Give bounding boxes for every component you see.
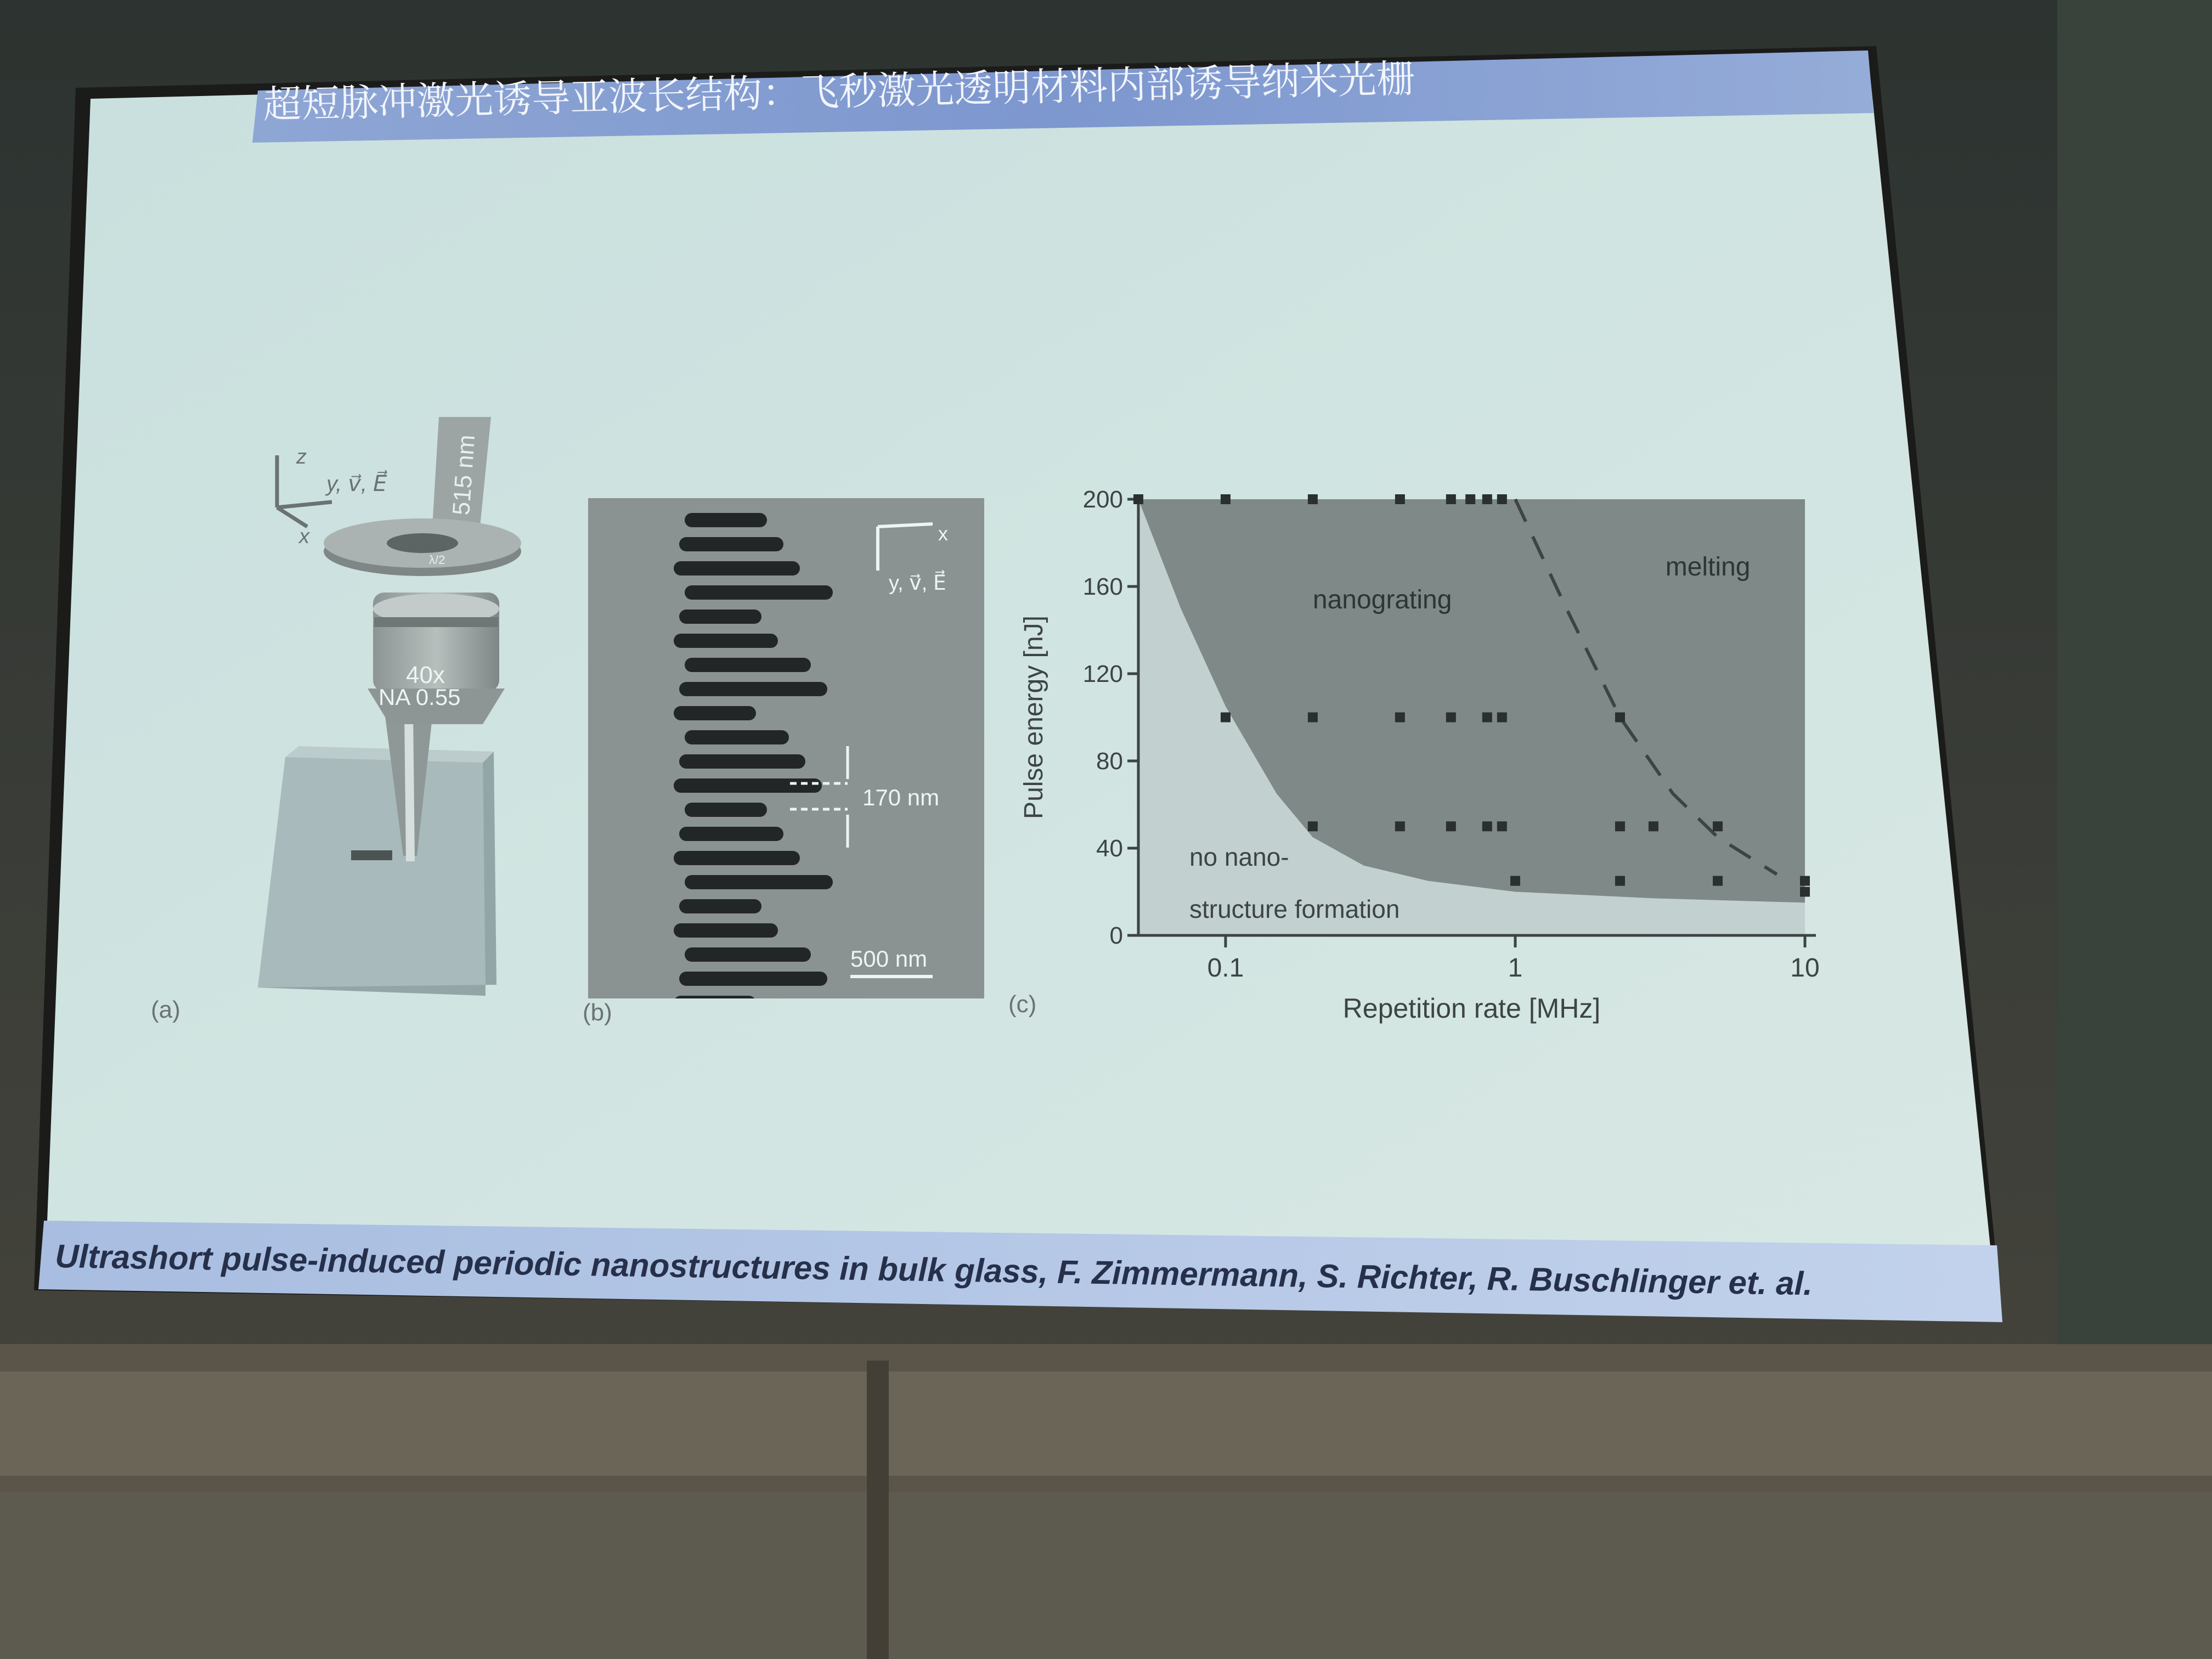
data-point xyxy=(1615,713,1625,723)
y-tick-label: 120 xyxy=(1082,661,1123,687)
nanograting-stripe xyxy=(679,754,805,769)
x-tick-label: 1 xyxy=(1508,953,1523,983)
data-point xyxy=(1395,494,1405,504)
axis-y-label: y, v⃗, E⃗ xyxy=(326,472,387,496)
nanograting-stripe xyxy=(685,585,833,600)
objective-magnification: 40x xyxy=(406,662,445,689)
data-point xyxy=(1615,821,1625,831)
data-point xyxy=(1649,821,1658,831)
slide-title: 超短脉冲激光诱导亚波长结构：飞秒激光透明材料内部诱导纳米光栅 xyxy=(262,56,1415,127)
scale-bar-label: 500 nm xyxy=(850,946,928,972)
data-point xyxy=(1308,713,1318,723)
nanograting-stripe xyxy=(674,778,822,793)
written-nanograting xyxy=(351,850,392,860)
data-point xyxy=(1800,876,1810,886)
nanograting-stripe xyxy=(685,658,811,672)
data-point xyxy=(1497,494,1507,504)
glass-block xyxy=(258,757,486,996)
sem-axis-y-label: y, v⃗, E⃗ xyxy=(889,572,946,595)
y-tick-label: 200 xyxy=(1082,486,1123,513)
data-point xyxy=(1482,713,1492,723)
wall-panel xyxy=(0,1372,2212,1476)
lower-wall xyxy=(0,1492,2212,1659)
axis-z-label: z xyxy=(296,445,307,469)
nanograting-stripe xyxy=(674,634,778,648)
data-point xyxy=(1395,821,1405,831)
data-point xyxy=(1308,821,1318,831)
axis-x-label: x xyxy=(299,525,309,548)
nanograting-stripe xyxy=(674,851,800,865)
region-label-nanograting: nanograting xyxy=(1312,585,1452,614)
panel-c-label: (c) xyxy=(1008,991,1037,1018)
panel-b-label: (b) xyxy=(583,999,612,1026)
y-tick-label: 80 xyxy=(1096,748,1123,775)
nanograting-stripe xyxy=(679,827,783,841)
nanograting-stripe xyxy=(679,610,761,624)
data-point xyxy=(1510,876,1520,886)
region-label-melting: melting xyxy=(1665,552,1751,582)
data-point xyxy=(1133,494,1143,504)
data-point xyxy=(1713,821,1723,831)
nanograting-stripe xyxy=(685,947,811,962)
y-axis-label: Pulse energy [nJ] xyxy=(1019,616,1048,819)
nanograting-stripe xyxy=(679,972,827,986)
waveplate-label: λ/2 xyxy=(429,553,445,567)
panel-b xyxy=(583,498,984,1026)
data-point xyxy=(1800,887,1810,897)
panel-divider xyxy=(867,1361,889,1659)
data-point xyxy=(1395,713,1405,723)
y-tick-label: 0 xyxy=(1109,922,1123,949)
data-point xyxy=(1713,876,1723,886)
y-tick-label: 40 xyxy=(1096,835,1123,862)
nanograting-stripe xyxy=(679,537,783,551)
nanograting-stripe xyxy=(679,899,761,913)
nanograting-stripe xyxy=(685,513,767,527)
period-label: 170 nm xyxy=(862,785,940,810)
data-point xyxy=(1221,494,1231,504)
objective-na: NA 0.55 xyxy=(379,684,461,710)
wavelength-label: 515 nm xyxy=(448,433,481,516)
data-point xyxy=(1446,494,1456,504)
nanograting-stripe xyxy=(674,923,778,938)
data-point xyxy=(1482,494,1492,504)
sem-axis-x-label: x xyxy=(938,522,948,545)
nanograting-stripe xyxy=(674,561,800,575)
nanograting-stripe xyxy=(679,682,827,696)
blackboard-right xyxy=(2057,0,2212,1344)
nanograting-stripe xyxy=(674,706,756,720)
region-label-none-2: structure formation xyxy=(1189,895,1400,924)
data-point xyxy=(1497,821,1507,831)
data-point xyxy=(1465,494,1475,504)
region-label-none-1: no nano- xyxy=(1189,842,1289,871)
nanograting-stripe xyxy=(685,730,789,744)
slide-footer: Ultrashort pulse-induced periodic nanostructures in bulk glass, F. Zimmermann, S. Richter, R. Buschlinger et. al. xyxy=(54,1238,1813,1302)
x-tick-label: 10 xyxy=(1790,953,1820,983)
panel-a-label: (a) xyxy=(151,996,180,1023)
data-point xyxy=(1446,713,1456,723)
data-point xyxy=(1497,713,1507,723)
data-point xyxy=(1446,821,1456,831)
data-point xyxy=(1615,876,1625,886)
focused-beam xyxy=(409,713,410,861)
data-point xyxy=(1308,494,1318,504)
nanograting-stripe xyxy=(685,875,833,889)
x-axis-label: Repetition rate [MHz] xyxy=(1342,993,1601,1024)
data-point xyxy=(1482,821,1492,831)
data-point xyxy=(1221,713,1231,723)
nanograting-stripe xyxy=(685,803,767,817)
y-tick-label: 160 xyxy=(1082,573,1123,600)
x-tick-label: 0.1 xyxy=(1207,953,1244,983)
